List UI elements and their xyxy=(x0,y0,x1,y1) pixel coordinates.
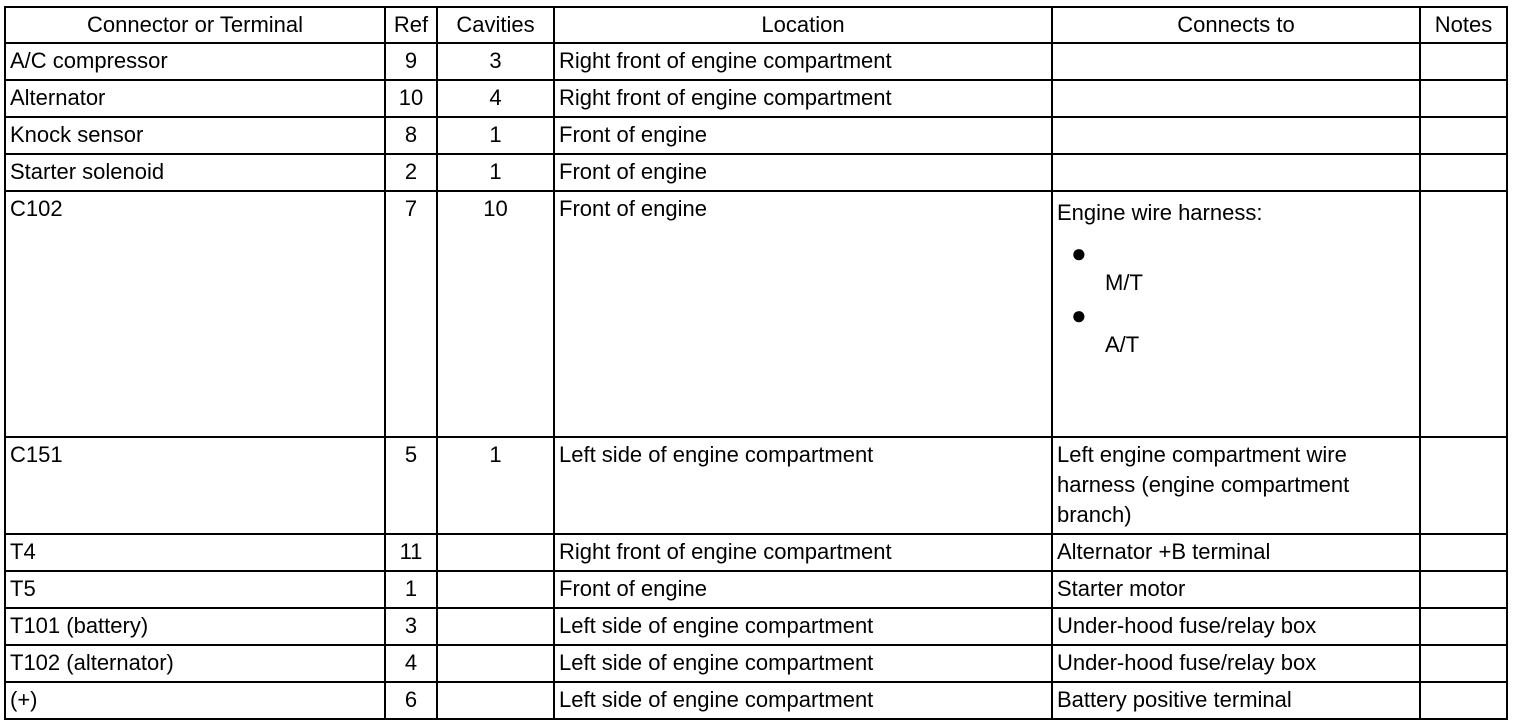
bullet-icon: ● xyxy=(1071,238,1087,268)
cell-cavities: 3 xyxy=(437,43,554,80)
cell-notes xyxy=(1420,154,1507,191)
table-row xyxy=(5,534,1507,571)
cell-cavities xyxy=(437,534,554,571)
list-item xyxy=(1057,290,1415,357)
cell-cavities: 4 xyxy=(437,80,554,117)
cell-location: Right front of engine compartment xyxy=(554,534,1052,571)
cell-connector: (+) xyxy=(5,682,385,719)
cell-ref: 10 xyxy=(385,80,437,117)
cell-connects-to xyxy=(1052,117,1420,154)
cell-connects-to: Under-hood fuse/relay box xyxy=(1052,645,1420,682)
table-row xyxy=(5,682,1507,719)
cell-location: Front of engine xyxy=(554,191,1052,437)
cell-notes xyxy=(1420,43,1507,80)
cell-cavities xyxy=(437,682,554,719)
cell-location: Right front of engine compartment xyxy=(554,80,1052,117)
connects-to-heading: Engine wire harness: xyxy=(1057,200,1263,225)
cell-ref: 11 xyxy=(385,534,437,571)
cell-ref: 1 xyxy=(385,571,437,608)
cell-connects-to xyxy=(1052,80,1420,117)
bullet-list xyxy=(1057,228,1415,357)
cell-ref: 7 xyxy=(385,191,437,437)
cell-location: Left side of engine compartment xyxy=(554,682,1052,719)
cell-cavities xyxy=(437,645,554,682)
list-item xyxy=(1057,228,1415,295)
cell-connects-to: Battery positive terminal xyxy=(1052,682,1420,719)
cell-connects-to xyxy=(1052,191,1420,437)
cell-notes xyxy=(1420,80,1507,117)
cell-ref: 4 xyxy=(385,645,437,682)
cell-ref: 8 xyxy=(385,117,437,154)
cell-cavities: 1 xyxy=(437,154,554,191)
cell-connects-to: Under-hood fuse/relay box xyxy=(1052,608,1420,645)
table-row xyxy=(5,437,1507,534)
cell-connector: T102 (alternator) xyxy=(5,645,385,682)
cell-connector: Knock sensor xyxy=(5,117,385,154)
table-row xyxy=(5,645,1507,682)
cell-connects-to: Left engine compartment wire harness (engine compartment branch) xyxy=(1052,437,1420,534)
cell-connector: C151 xyxy=(5,437,385,534)
cell-cavities: 1 xyxy=(437,437,554,534)
cell-connector: T4 xyxy=(5,534,385,571)
table-row xyxy=(5,154,1507,191)
cell-connector: C102 xyxy=(5,191,385,437)
bullet-text: A/T xyxy=(1105,332,1140,357)
cell-notes xyxy=(1420,191,1507,437)
cell-notes xyxy=(1420,534,1507,571)
cell-connector: Starter solenoid xyxy=(5,154,385,191)
cell-location: Front of engine xyxy=(554,154,1052,191)
cell-connects-to xyxy=(1052,43,1420,80)
header-location: Location xyxy=(554,7,1052,43)
header-row xyxy=(5,7,1507,43)
cell-connector: A/C compressor xyxy=(5,43,385,80)
cell-location: Left side of engine compartment xyxy=(554,608,1052,645)
cell-location: Left side of engine compartment xyxy=(554,645,1052,682)
table-row xyxy=(5,117,1507,154)
header-connector: Connector or Terminal xyxy=(5,7,385,43)
cell-cavities xyxy=(437,571,554,608)
connector-table xyxy=(4,6,1508,720)
cell-connects-to: Starter motor xyxy=(1052,571,1420,608)
bullet-icon: ● xyxy=(1071,300,1087,330)
cell-notes xyxy=(1420,608,1507,645)
cell-notes xyxy=(1420,645,1507,682)
cell-cavities: 1 xyxy=(437,117,554,154)
cell-connector: T5 xyxy=(5,571,385,608)
header-ref: Ref xyxy=(385,7,437,43)
cell-ref: 9 xyxy=(385,43,437,80)
header-connects-to: Connects to xyxy=(1052,7,1420,43)
header-cavities: Cavities xyxy=(437,7,554,43)
cell-location: Front of engine xyxy=(554,117,1052,154)
cell-connects-to: Alternator +B terminal xyxy=(1052,534,1420,571)
header-notes: Notes xyxy=(1420,7,1507,43)
cell-ref: 3 xyxy=(385,608,437,645)
table-row xyxy=(5,571,1507,608)
cell-notes xyxy=(1420,571,1507,608)
table-row xyxy=(5,80,1507,117)
cell-ref: 2 xyxy=(385,154,437,191)
cell-ref: 6 xyxy=(385,682,437,719)
cell-connector: Alternator xyxy=(5,80,385,117)
cell-cavities: 10 xyxy=(437,191,554,437)
table-row xyxy=(5,43,1507,80)
bullet-text: M/T xyxy=(1105,270,1143,295)
table-row xyxy=(5,608,1507,645)
cell-notes xyxy=(1420,682,1507,719)
cell-ref: 5 xyxy=(385,437,437,534)
table-row xyxy=(5,191,1507,437)
cell-notes xyxy=(1420,437,1507,534)
cell-location: Left side of engine compartment xyxy=(554,437,1052,534)
cell-cavities xyxy=(437,608,554,645)
cell-location: Right front of engine compartment xyxy=(554,43,1052,80)
cell-notes xyxy=(1420,117,1507,154)
cell-connects-to xyxy=(1052,154,1420,191)
cell-location: Front of engine xyxy=(554,571,1052,608)
cell-connector: T101 (battery) xyxy=(5,608,385,645)
